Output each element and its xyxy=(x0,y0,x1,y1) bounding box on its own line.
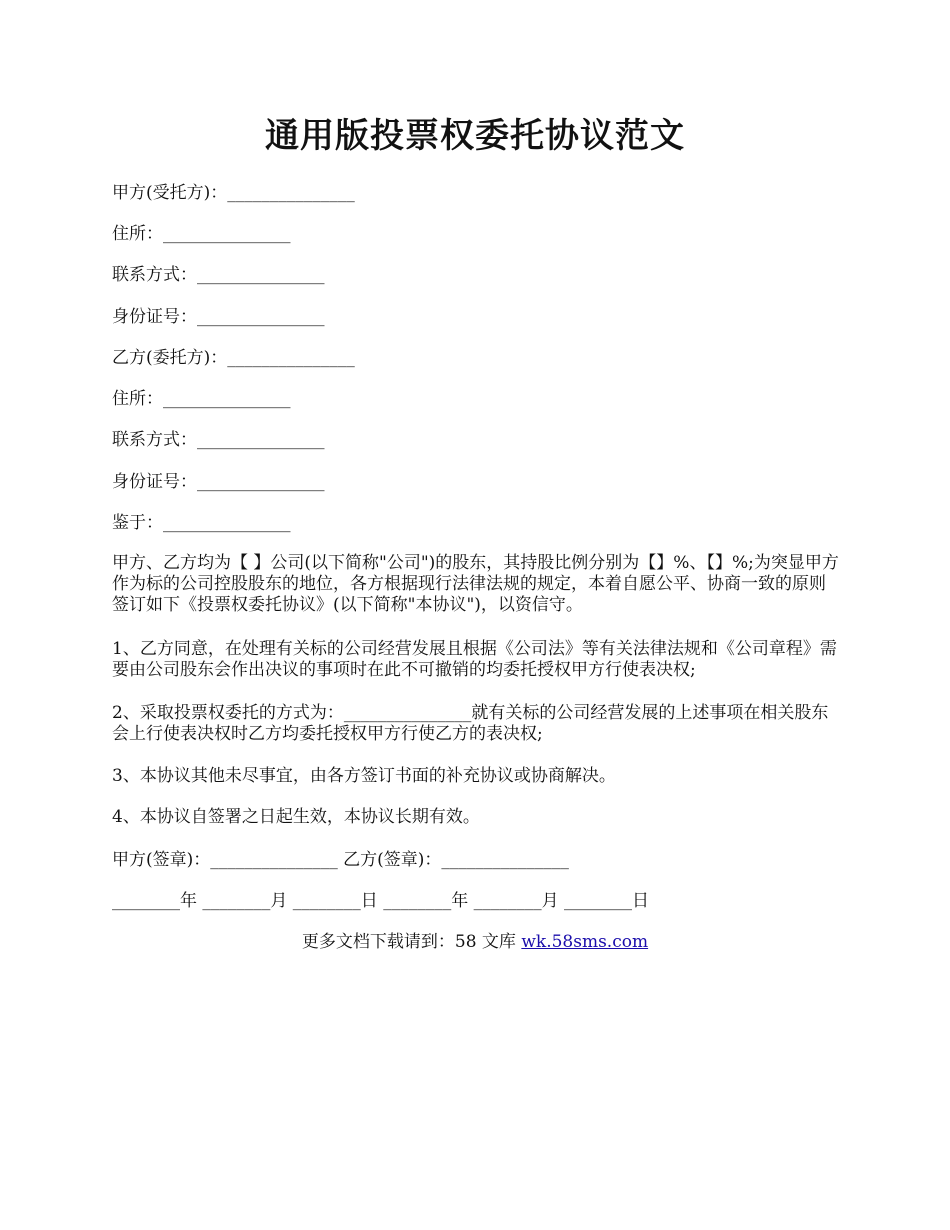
clause-4: 4、本协议自签署之日起生效，本协议长期有效。 xyxy=(112,807,480,827)
party-b-id-line: 身份证号：_______________ xyxy=(112,472,325,492)
party-b-contact-line: 联系方式：_______________ xyxy=(112,430,325,450)
party-a-address-line: 住所：_______________ xyxy=(112,224,291,244)
whereas-line: 鉴于：_______________ xyxy=(112,513,291,533)
footer-link[interactable]: wk.58sms.com xyxy=(521,932,649,952)
intro-paragraph: 甲方、乙方均为【 】公司(以下简称"公司")的股东，其持股比例分别为【】%、【】%;为突显甲方作为标的公司控股股东的地位，各方根据现行法律法规的规定，本着自愿公平、协商一致的原则签订如下《投票权委托协议》(以下简称"本协议")，以资信守。 xyxy=(112,553,839,615)
date-line: ________年 ________月 ________日 ________年 ________月 ________日 xyxy=(112,891,650,911)
footer-prefix: 更多文档下载请到：58 文库 xyxy=(301,932,522,952)
party-a-name-line: 甲方(受托方)：_______________ xyxy=(112,183,355,203)
document-title: 通用版投票权委托协议范文 xyxy=(265,116,685,156)
footer xyxy=(0,931,950,953)
clause-1: 1、乙方同意，在处理有关标的公司经营发展且根据《公司法》等有关法律法规和《公司章程》需要由公司股东会作出决议的事项时在此不可撤销的均委托授权甲方行使表决权; xyxy=(112,639,837,680)
clause-3: 3、本协议其他未尽事宜，由各方签订书面的补充协议或协商解决。 xyxy=(112,766,616,786)
party-b-address-line: 住所：_______________ xyxy=(112,389,291,409)
party-a-contact-line: 联系方式：_______________ xyxy=(112,265,325,285)
clause-2: 2、采取投票权委托的方式为：_______________就有关标的公司经营发展的上述事项在相关股东会上行使表决权时乙方均委托授权甲方行使乙方的表决权; xyxy=(112,703,829,744)
signature-line: 甲方(签章)：_______________ 乙方(签章)：_______________ xyxy=(112,850,569,870)
party-a-id-line: 身份证号：_______________ xyxy=(112,307,325,327)
party-b-name-line: 乙方(委托方)：_______________ xyxy=(112,348,355,368)
